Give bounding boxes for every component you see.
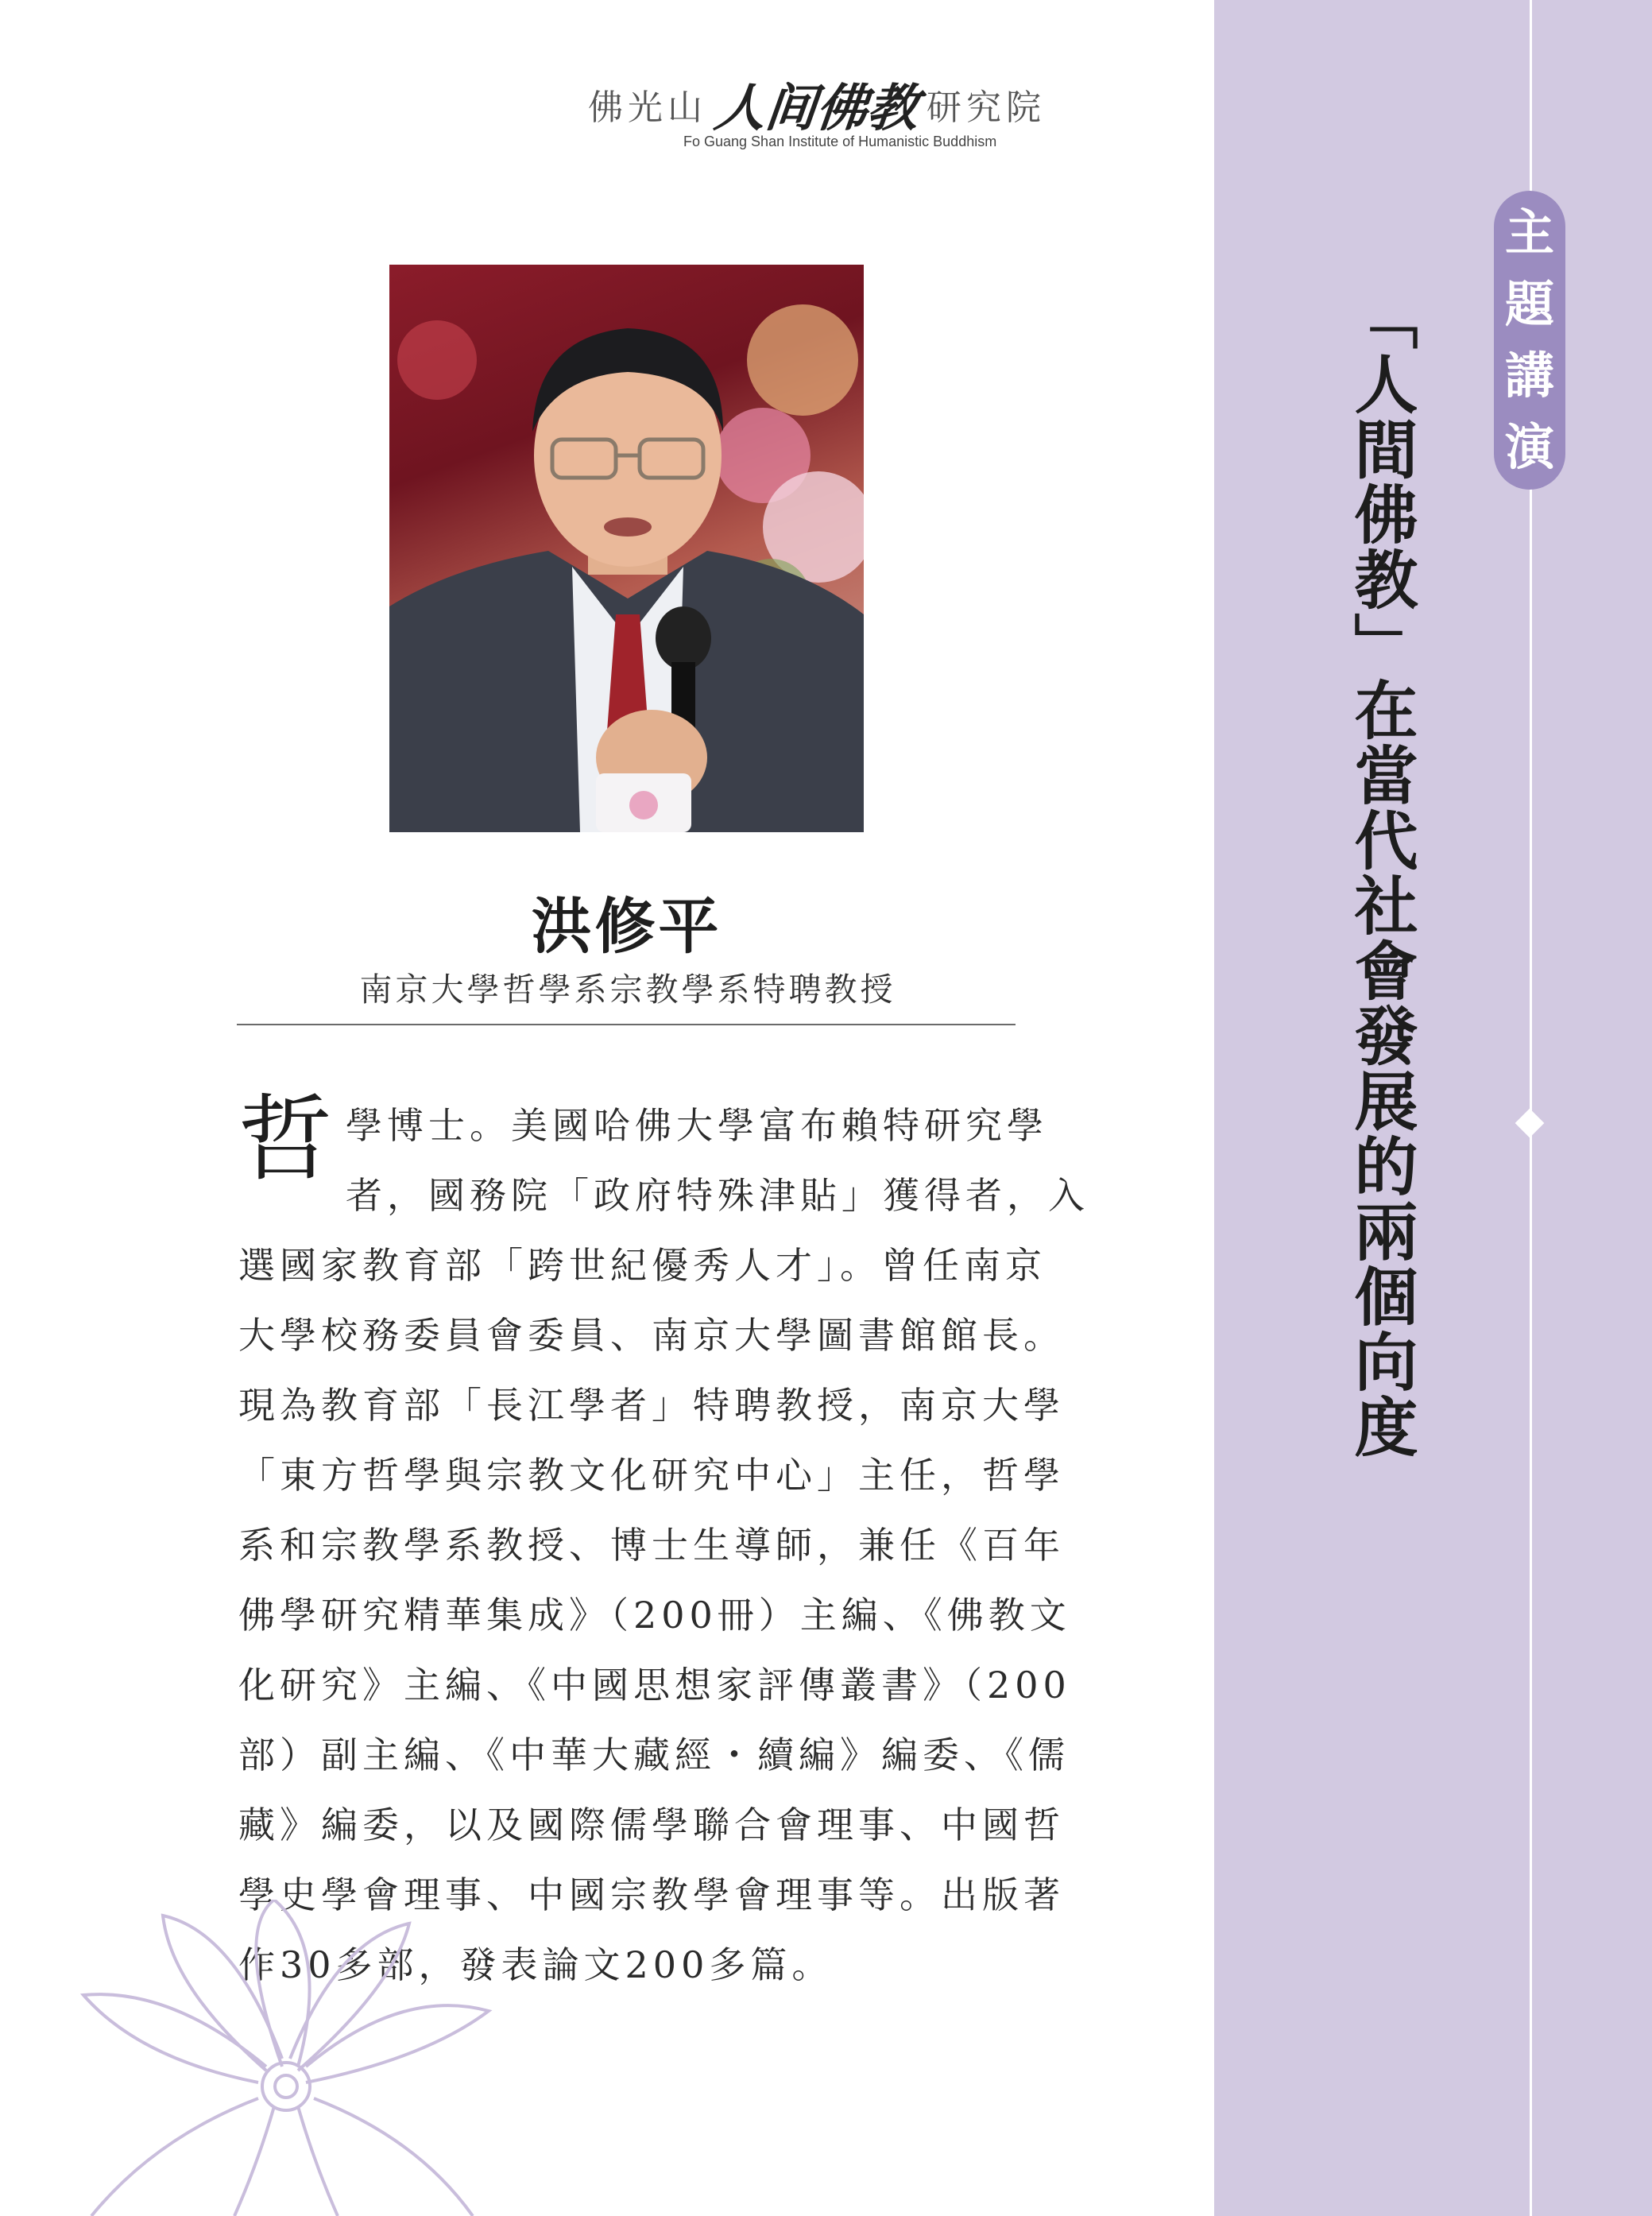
logo-subtitle: Fo Guang Shan Institute of Humanistic Buddhism bbox=[683, 134, 997, 149]
logo-text-left: 佛光山 bbox=[588, 87, 707, 128]
speaker-affiliation: 南京大學哲學系宗教學系特聘教授 bbox=[359, 970, 896, 1009]
bio-line: 大學校務委員會委員、南京大學圖書館館長。 bbox=[238, 1314, 1065, 1357]
tag-char: 題 bbox=[1504, 275, 1554, 333]
speaker-name: 洪修平 bbox=[531, 891, 722, 962]
tag-char: 演 bbox=[1504, 418, 1554, 476]
bio-line: 學史學會理事、中國宗教學會理事等。出版著 bbox=[238, 1873, 1065, 1916]
tag-char: 講 bbox=[1504, 347, 1554, 405]
bio-line: 系和宗教學系教授、博士生導師，兼任《百年 bbox=[238, 1524, 1065, 1567]
drop-cap: 哲 bbox=[238, 1084, 333, 1194]
institute-logo bbox=[588, 76, 1046, 138]
tag-char: 主 bbox=[1504, 203, 1554, 262]
bio-line: 藏》編委，以及國際儒學聯合會理事、中國哲 bbox=[238, 1803, 1065, 1846]
bio-line: 學博士。美國哈佛大學富布賴特研究學 bbox=[346, 1104, 1048, 1147]
bio-line: 佛學研究精華集成》（200冊）主編、《佛教文 bbox=[238, 1594, 1071, 1637]
side-band bbox=[1214, 0, 1652, 2216]
lecture-title: 「人間佛教」在當代社會發展的兩個向度 bbox=[1344, 286, 1418, 1459]
logo-calligraphy: 人间佛教 bbox=[711, 79, 922, 138]
bio-line: 部）副主編、《中華大藏經・續編》編委、《儒 bbox=[238, 1734, 1070, 1776]
bio-line: 「東方哲學與宗教文化研究中心」主任，哲學 bbox=[238, 1454, 1065, 1497]
lotus-illustration bbox=[75, 1900, 497, 2216]
speaker-photo bbox=[389, 265, 864, 832]
logo-text-right: 研究院 bbox=[927, 87, 1046, 128]
bio-line: 化研究》主編、《中國思想家評傳叢書》（200 bbox=[238, 1664, 1071, 1707]
bio-line: 現為教育部「長江學者」特聘教授，南京大學 bbox=[238, 1384, 1065, 1427]
bio-line: 選國家教育部「跨世紀優秀人才」。曾任南京 bbox=[238, 1244, 1047, 1287]
bio-line: 作30多部，發表論文200多篇。 bbox=[238, 1943, 834, 1986]
section-tag bbox=[1494, 191, 1565, 490]
bio-line: 者，國務院「政府特殊津貼」獲得者，入 bbox=[346, 1174, 1089, 1217]
divider-line bbox=[237, 1024, 1016, 1025]
